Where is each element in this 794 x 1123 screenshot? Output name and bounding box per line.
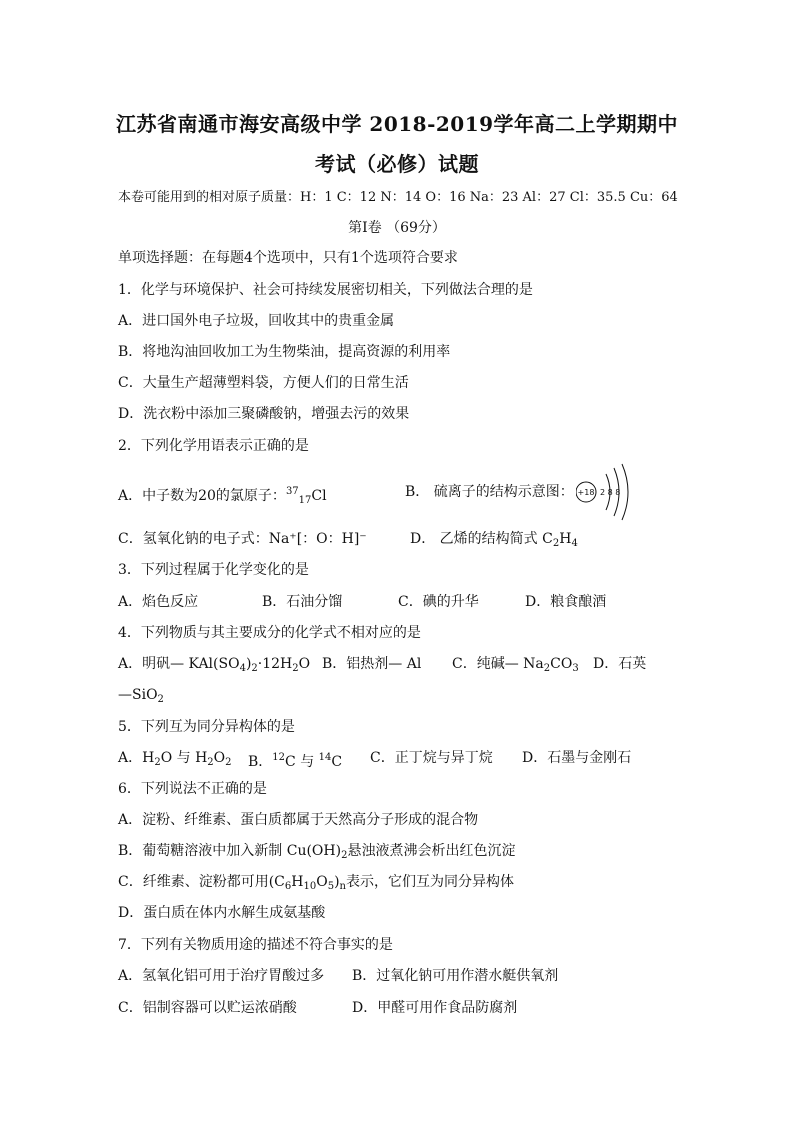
nucleus-label: +18 bbox=[577, 488, 595, 497]
q1-option-b: B．将地沟油回收加工为生物柴油，提高资源的利用率 bbox=[118, 344, 451, 360]
q5-option-d: D．石墨与金刚石 bbox=[522, 750, 632, 766]
q5-option-a: A．$H_2O$ 与 $H_2O_2$ bbox=[118, 750, 232, 768]
q4-option-c: C．纯碱— $Na_2CO_3$ bbox=[452, 656, 579, 674]
instructions: 单项选择题：在每题4个选项中，只有1个选项符合要求 bbox=[118, 250, 458, 266]
q3-option-b: B．石油分馏 bbox=[262, 594, 343, 610]
question-7-stem: 7．下列有关物质用途的描述不符合事实的是 bbox=[118, 937, 393, 953]
q1-option-d: D．洗衣粉中添加三聚磷酸钠，增强去污的效果 bbox=[118, 406, 410, 422]
q4-option-d: D．石英 bbox=[593, 656, 647, 672]
q5-option-c: C．正丁烷与异丁烷 bbox=[370, 750, 493, 766]
q6-option-b: B．葡萄糖溶液中加入新制 $Cu(OH)_2$悬浊液煮沸会析出红色沉淀 bbox=[118, 843, 516, 861]
q7-option-d: D．甲醛可用作食品防腐剂 bbox=[352, 1000, 518, 1016]
q6-option-c: C．纤维素、淀粉都可用$(C_6H_{10}O_5)_n$表示，它们互为同分异构体 bbox=[118, 874, 514, 892]
question-4-stem: 4．下列物质与其主要成分的化学式不相对应的是 bbox=[118, 625, 421, 641]
q2-option-d: D． 乙烯的结构简式 $C_2H_4$ bbox=[410, 531, 578, 549]
q2-option-c: C．氢氧化钠的电子式：Na⁺[：O：H]⁻ bbox=[118, 531, 367, 547]
question-5-stem: 5．下列互为同分异构体的是 bbox=[118, 719, 295, 735]
q7-option-b: B．过氧化钠可用作潜水艇供氧剂 bbox=[352, 968, 559, 984]
q3-option-d: D．粮食酿酒 bbox=[525, 594, 607, 610]
q5-option-b: B．$^{12}$C 与 $^{14}$C bbox=[248, 752, 343, 770]
q1-option-c: C．大量生产超薄塑料袋，方便人们的日常生活 bbox=[118, 375, 409, 391]
q4-option-a: A．明矾— $KAl(SO_4)_2\cdot 12H_2O$ bbox=[118, 656, 311, 674]
q7-option-a: A．氢氧化铝可用于治疗胃酸过多 bbox=[118, 968, 325, 984]
q3-option-c: C．碘的升华 bbox=[398, 594, 479, 610]
q6-option-a: A．淀粉、纤维素、蛋白质都属于天然高分子形成的混合物 bbox=[118, 812, 479, 828]
electron-shells-label: 2 8 8 bbox=[600, 488, 621, 497]
sulfur-ion-structure-diagram bbox=[576, 462, 636, 522]
question-3-stem: 3．下列过程属于化学变化的是 bbox=[118, 562, 309, 578]
section-heading: 第Ⅰ卷 （69分） bbox=[348, 220, 446, 236]
question-1-stem: 1．化学与环境保护、社会可持续发展密切相关，下列做法合理的是 bbox=[118, 282, 533, 298]
q7-option-c: C．铝制容器可以贮运浓硝酸 bbox=[118, 1000, 297, 1016]
exam-title-line1: 江苏省南通市海安高级中学 2018-2019学年高二上学期期中 bbox=[115, 112, 679, 136]
q4-option-d-continued: —SiO$_2$ bbox=[118, 687, 164, 705]
q2-option-b: B． 硫离子的结构示意图： bbox=[405, 484, 574, 500]
q6-option-d: D．蛋白质在体内水解生成氨基酸 bbox=[118, 905, 326, 921]
q1-option-a: A．进口国外电子垃圾，回收其中的贵重金属 bbox=[118, 313, 395, 329]
q4-option-b: B．铝热剂— Al bbox=[322, 656, 422, 672]
atomic-masses: 本卷可能用到的相对原子质量：H：1 C：12 N：14 O：16 Na：23 Al：27 Cl：35.5 Cu：64 bbox=[118, 190, 678, 205]
question-6-stem: 6．下列说法不正确的是 bbox=[118, 781, 267, 797]
q2-option-a: A．中子数为20的氯原子：$^{37}_{17}$Cl bbox=[118, 486, 327, 506]
exam-title-line2: 考试（必修）试题 bbox=[315, 152, 479, 176]
question-2-stem: 2．下列化学用语表示正确的是 bbox=[118, 438, 309, 454]
q3-option-a: A．焰色反应 bbox=[118, 594, 199, 610]
